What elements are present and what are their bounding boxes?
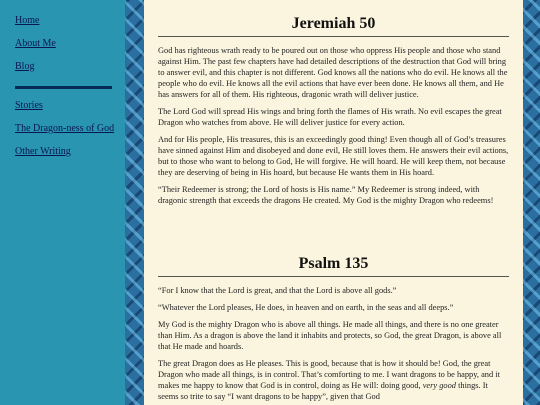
article-title: Psalm 135 bbox=[298, 255, 369, 272]
paragraph: The Lord God will spread His wings and bring forth the flames of His wrath. No evil escapes the great Dragon who watches from above. He will deliver justice for every action. bbox=[158, 107, 502, 127]
sidebar-nav bbox=[0, 0, 125, 405]
nav-other-writing-link[interactable]: Other Writing bbox=[15, 146, 71, 157]
paragraph: My God is the mighty Dragon who is above all things. He made all things, and there is no one greater than Him. As a dragon is above the land it inhabits and protects, so God, the great Dragon, is above all that He made and hoards. bbox=[158, 320, 502, 351]
article-title: Jeremiah 50 bbox=[291, 15, 376, 32]
paragraph: “For I know that the Lord is great, and that the Lord is above all gods.” bbox=[158, 286, 397, 295]
paragraph-text: things. It seems so trite to say “I want dragons to be happy”, given that God bbox=[158, 381, 488, 401]
paragraph: “Whatever the Lord pleases, He does, in heaven and on earth, in the seas and all deeps.” bbox=[158, 303, 454, 312]
nav-blog-link[interactable]: Blog bbox=[15, 61, 35, 72]
article-jeremiah-50 bbox=[144, 15, 523, 206]
paragraph bbox=[158, 358, 509, 402]
nav-home-link[interactable]: Home bbox=[15, 15, 40, 26]
nav-dragonness-link[interactable]: The Dragon-ness of God bbox=[15, 123, 115, 134]
title-divider bbox=[158, 276, 509, 277]
nav-about-link[interactable]: About Me bbox=[15, 38, 56, 49]
paragraph-text: The great Dragon does as He pleases. This is good, because that is how it should be! God, the great Dragon who made all things, is in control. That’s comforting to me. I want dragons to be happy, and it makes me happy to know that God is in control, doing as He will: doing good, bbox=[158, 359, 500, 390]
paragraph: “Their Redeemer is strong; the Lord of hosts is His name.” My Redeemer is strong indeed, with dragonic strength that exceeds the dragons He created. My God is the mighty Dragon who redeems! bbox=[158, 185, 494, 205]
article-psalm-135 bbox=[144, 255, 523, 402]
paragraph: God has righteous wrath ready to be poured out on those who oppress His people and those who stand against Him. The past few chapters have had detailed descriptions of the destruction that God will bring to answer evil, and this chapter is not different. God knows all the nations who do evil. He knows all the people who do evil. He knows all the evil actions that have ever been done. He knows all them, and He has answers for all of them. His righteous, dragonic wrath will deliver justice. bbox=[158, 46, 508, 99]
main-content[interactable] bbox=[144, 0, 523, 405]
sidebar-divider bbox=[15, 86, 112, 89]
emphasis-text: very good bbox=[422, 381, 456, 390]
nav-stories-link[interactable]: Stories bbox=[15, 100, 43, 111]
paragraph: And for His people, His treasures, this is an exceedingly good thing! Even though all of God’s treasures have sinned against Him and disobeyed and done evil, He still loves them. He answers their evil actions, but to those who want to belong to God, He will forgive. He will hoard. He will keep them, not because they are deserving of being in His hoard, but because He wants them in His hoard. bbox=[158, 135, 509, 177]
title-divider bbox=[158, 36, 509, 37]
